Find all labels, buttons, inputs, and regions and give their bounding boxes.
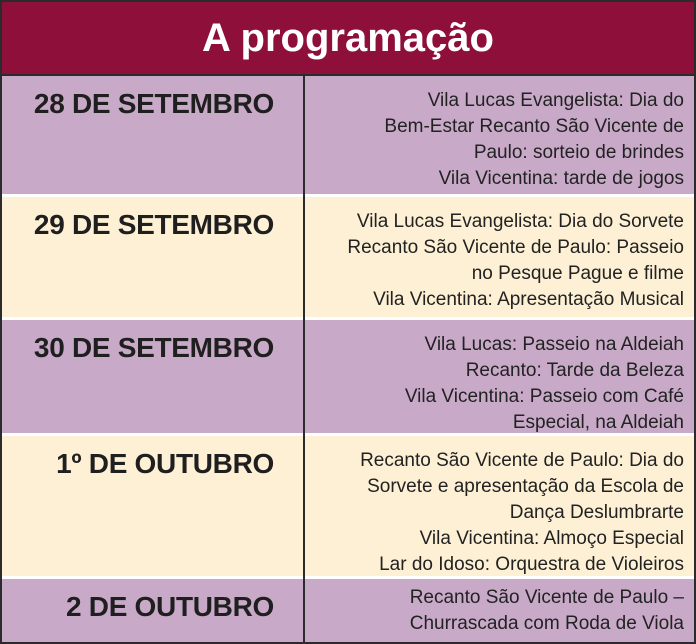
description-line: Vila Vicentina: Apresentação Musical (373, 289, 684, 310)
description-line: no Pesque Pague e filme (471, 263, 684, 284)
schedule-row-3 (2, 320, 694, 433)
description-line: Vila Lucas Evangelista: Dia do (427, 90, 684, 111)
schedule-row-4 (2, 436, 694, 576)
description-line: Paulo: sorteio de brindes (473, 142, 684, 163)
schedule-row-1 (2, 76, 694, 194)
description-line: Recanto São Vicente de Paulo – (409, 587, 684, 608)
row-description (314, 88, 684, 192)
row-description (314, 332, 684, 436)
description-line: Recanto São Vicente de Paulo: Dia do (360, 450, 684, 471)
description-line: Especial, na Aldeiah (512, 412, 684, 433)
page-title: A programação (2, 2, 694, 76)
row-date: 2 DE OUTUBRO (66, 591, 274, 622)
description-line: Sorvete e apresentação da Escola de (367, 476, 684, 497)
row-description (314, 209, 684, 313)
description-line: Recanto São Vicente de Paulo: Passeio (347, 237, 684, 258)
row-date: 30 DE SETEMBRO (33, 332, 274, 363)
description-line: Lar do Idoso: Orquestra de Violeiros (379, 554, 684, 575)
description-line: Vila Lucas: Passeio na Aldeiah (424, 334, 684, 355)
description-line: Churrascada com Roda de Viola (409, 613, 684, 634)
description-line: Dança Deslumbrarte (509, 502, 684, 523)
row-description (314, 448, 684, 578)
description-line: Vila Vicentina: Passeio com Café (404, 386, 684, 407)
description-line: Bem-Estar Recanto São Vicente de (384, 116, 684, 137)
schedule-row-5 (2, 579, 694, 642)
row-description (314, 585, 684, 637)
schedule-row-2 (2, 197, 694, 317)
row-date: 1º DE OUTUBRO (56, 448, 274, 479)
description-line: Recanto: Tarde da Beleza (465, 360, 684, 381)
description-line: Vila Vicentina: Almoço Especial (419, 528, 684, 549)
row-date: 28 DE SETEMBRO (33, 88, 274, 119)
column-divider (303, 76, 305, 642)
description-line: Vila Vicentina: tarde de jogos (438, 168, 684, 189)
description-line: Vila Lucas Evangelista: Dia do Sorvete (356, 211, 684, 232)
row-date: 29 DE SETEMBRO (33, 209, 274, 240)
